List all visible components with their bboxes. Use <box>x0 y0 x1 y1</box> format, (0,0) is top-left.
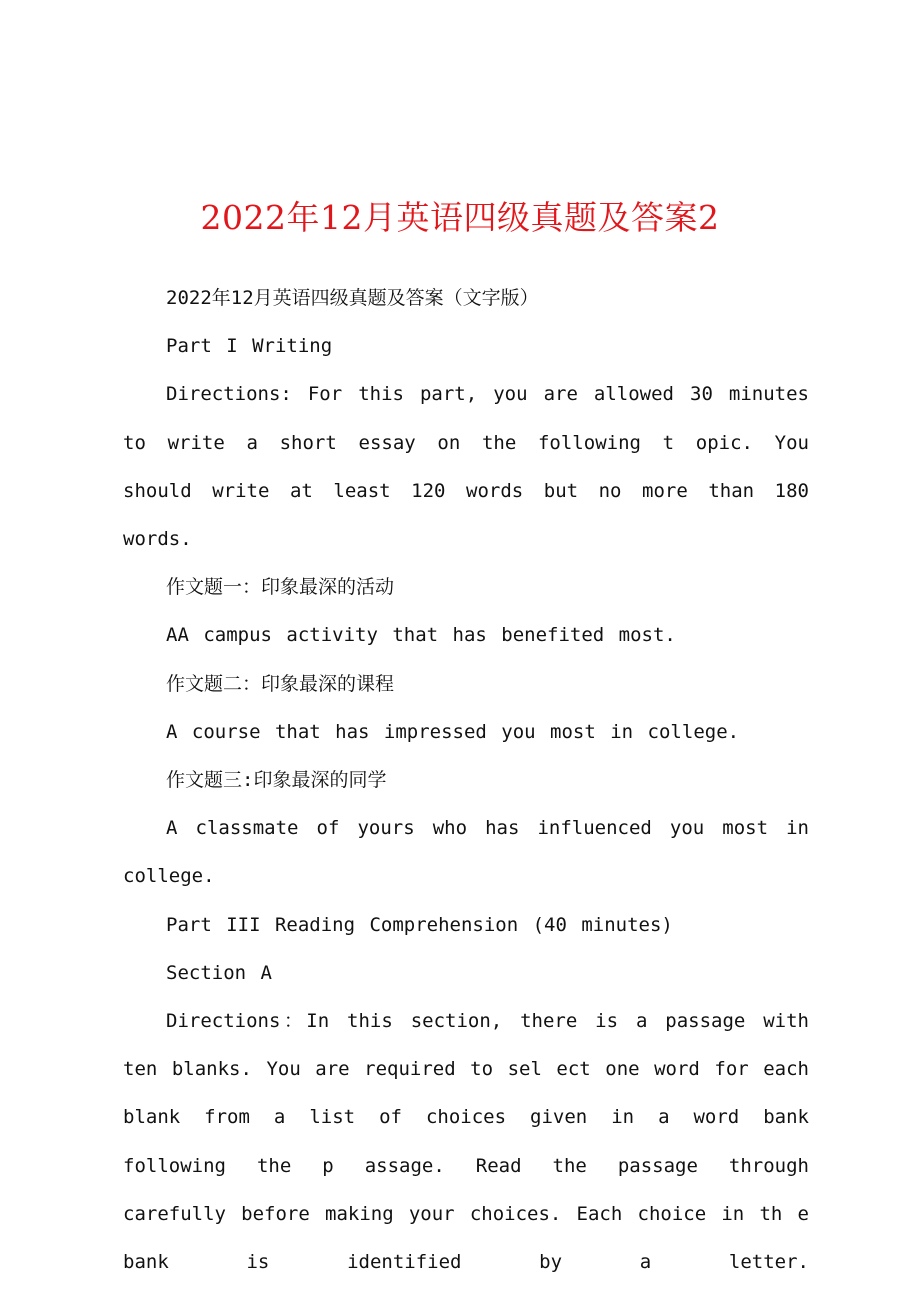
document-body <box>123 274 809 1286</box>
paragraph-section-a-heading: Section A <box>166 961 272 984</box>
paragraph-writing-directions: Directions: For this part, you are allowed 30 minutes to write a short essay on the following t opic. You should write at least 120 words but no more than 180 words. <box>123 383 809 551</box>
paragraph-subtitle: 2022年12月英语四级真题及答案（文字版） <box>166 287 539 309</box>
paragraph-essay-topic-2-en: A course that has impressed you most in college. <box>166 720 740 743</box>
paragraph-part1-heading: Part I Writing <box>166 335 333 358</box>
paragraph-essay-topic-1-en: AA campus activity that has benefited most. <box>166 624 676 647</box>
paragraph-reading-directions: Directions：In this section, there is a passage with ten blanks. You are required to sel ect one word for each blank from a list of choices given in a word bank following the p assage. Read the passage through carefully before making your choices. Each choice in th e bank is identified by a letter. <box>123 1010 809 1274</box>
paragraph-essay-topic-2: 作文题二：印象最深的课程 <box>166 672 395 695</box>
paragraph-essay-topic-1: 作文题一：印象最深的活动 <box>166 576 395 599</box>
document-title: 2022年12月英语四级真题及答案2 <box>200 198 720 237</box>
paragraph-essay-topic-3-en: A classmate of yours who has influenced you most in college. <box>123 817 809 888</box>
paragraph-essay-topic-3: 作文题三:印象最深的同学 <box>166 769 387 792</box>
paragraph-part3-heading: Part III Reading Comprehension (40 minutes) <box>166 913 673 936</box>
